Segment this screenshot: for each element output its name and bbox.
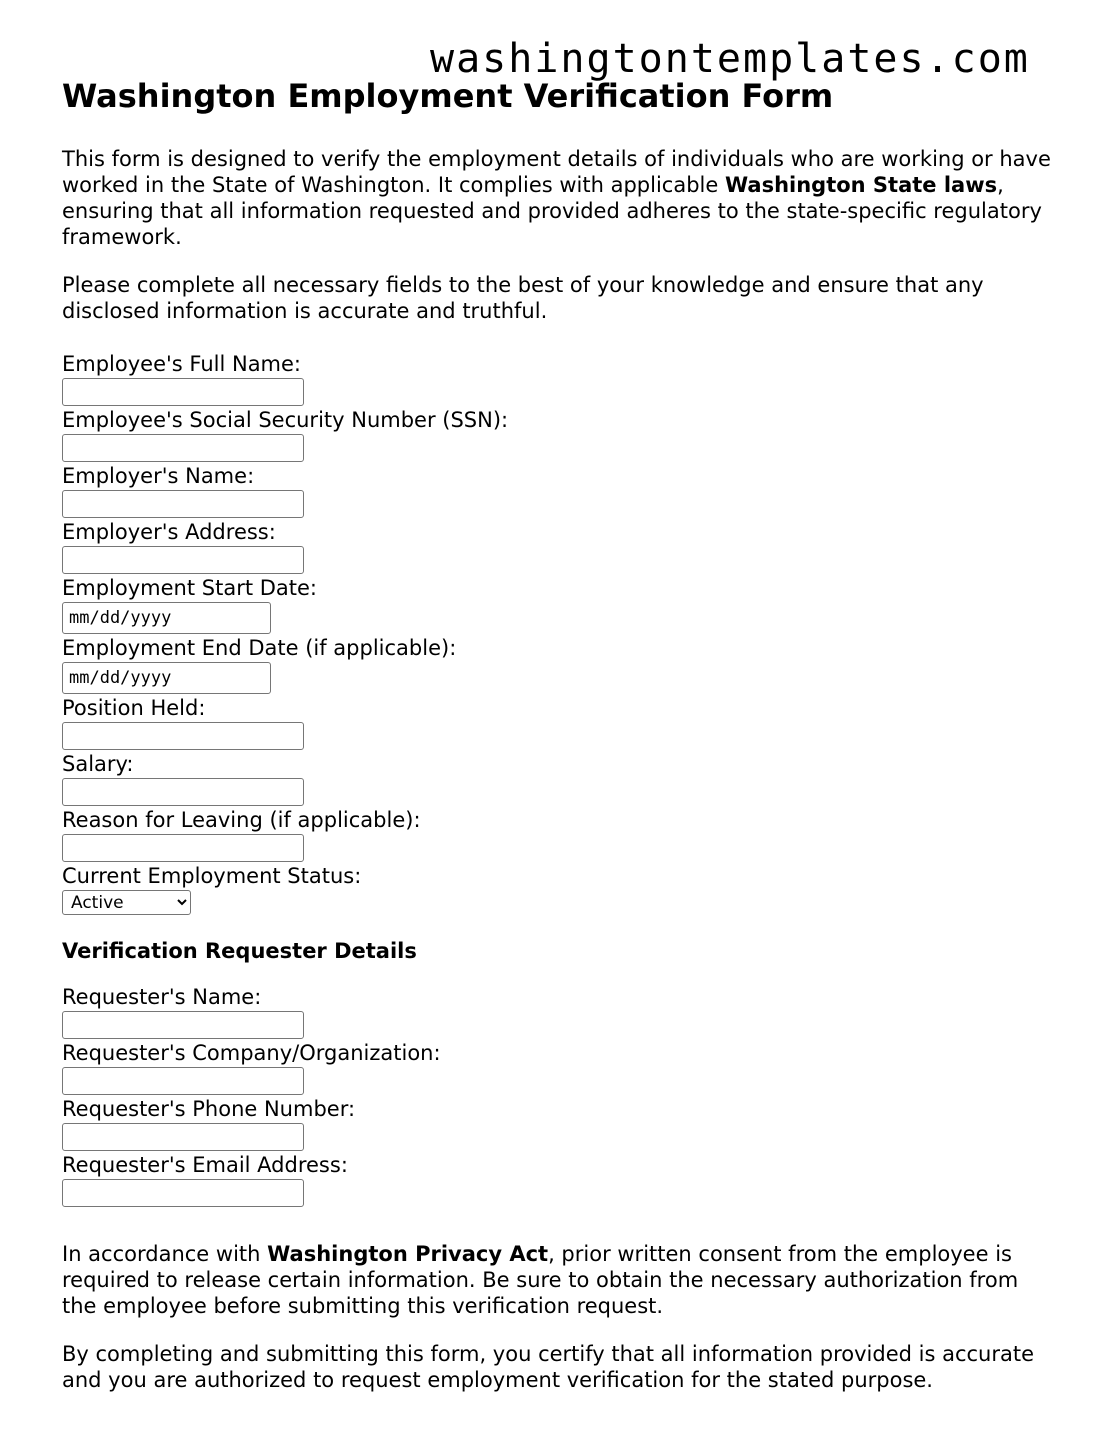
site-watermark: washingtontemplates.com: [430, 36, 1030, 82]
form-content: [62, 76, 1052, 1415]
requester-phone-input[interactable]: [62, 1123, 304, 1151]
requester-email-label: Requester's Email Address:: [62, 1153, 348, 1177]
salary-label: Salary:: [62, 752, 134, 776]
field-employer-name: [62, 462, 1052, 518]
salary-input[interactable]: [62, 778, 304, 806]
field-employee-ssn: [62, 406, 1052, 462]
requester-company-input[interactable]: [62, 1067, 304, 1095]
page-title: Washington Employment Verification Form: [62, 77, 834, 115]
privacy-paragraph: In accordance with Washington Privacy Act, prior written consent from the employee is required to release certain information. Be sure to obtain the necessary authorization from the employee before submitting this verification request.: [62, 1242, 1019, 1318]
field-employer-address: [62, 518, 1052, 574]
reason-input[interactable]: [62, 834, 304, 862]
requester-company-label: Requester's Company/Organization:: [62, 1041, 441, 1065]
requester-name-input[interactable]: [62, 1011, 304, 1039]
field-employee-full-name: [62, 350, 1052, 406]
employer-name-label: Employer's Name:: [62, 464, 255, 488]
employee-ssn-label: Employee's Social Security Number (SSN):: [62, 408, 509, 432]
employee-ssn-input[interactable]: [62, 434, 304, 462]
intro-paragraph: This form is designed to verify the employment details of individuals who are working or have worked in the State of Washington. It complies with applicable Washington State laws, ensuring that all information requested and provided adheres to the state-specific regulatory framework.: [62, 147, 1051, 249]
field-requester-company: [62, 1039, 1052, 1095]
status-select[interactable]: [62, 890, 191, 915]
field-end-date: [62, 634, 1052, 694]
field-requester-email: [62, 1151, 1052, 1207]
employer-name-input[interactable]: [62, 490, 304, 518]
instructions-paragraph: Please complete all necessary fields to the best of your knowledge and ensure that any disclosed information is accurate and truthful.: [62, 273, 984, 323]
requester-name-label: Requester's Name:: [62, 985, 262, 1009]
requester-phone-label: Requester's Phone Number:: [62, 1097, 356, 1121]
certification-paragraph: By completing and submitting this form, you certify that all information provided is accurate and you are authorized to request employment verification for the stated purpose.: [62, 1342, 1035, 1392]
employee-full-name-input[interactable]: [62, 378, 304, 406]
field-start-date: [62, 574, 1052, 634]
end-date-input[interactable]: [62, 662, 271, 694]
status-label: Current Employment Status:: [62, 864, 362, 888]
position-input[interactable]: [62, 722, 304, 750]
field-requester-phone: [62, 1095, 1052, 1151]
employer-address-input[interactable]: [62, 546, 304, 574]
requester-email-input[interactable]: [62, 1179, 304, 1207]
reason-label: Reason for Leaving (if applicable):: [62, 808, 421, 832]
employee-full-name-label: Employee's Full Name:: [62, 352, 302, 376]
position-label: Position Held:: [62, 696, 206, 720]
field-status: [62, 862, 1052, 915]
field-salary: [62, 750, 1052, 806]
field-requester-name: [62, 983, 1052, 1039]
employer-address-label: Employer's Address:: [62, 520, 276, 544]
start-date-input[interactable]: [62, 602, 271, 634]
requester-heading: Verification Requester Details: [62, 939, 417, 963]
field-position: [62, 694, 1052, 750]
field-reason: [62, 806, 1052, 862]
start-date-label: Employment Start Date:: [62, 576, 318, 600]
end-date-label: Employment End Date (if applicable):: [62, 636, 457, 660]
